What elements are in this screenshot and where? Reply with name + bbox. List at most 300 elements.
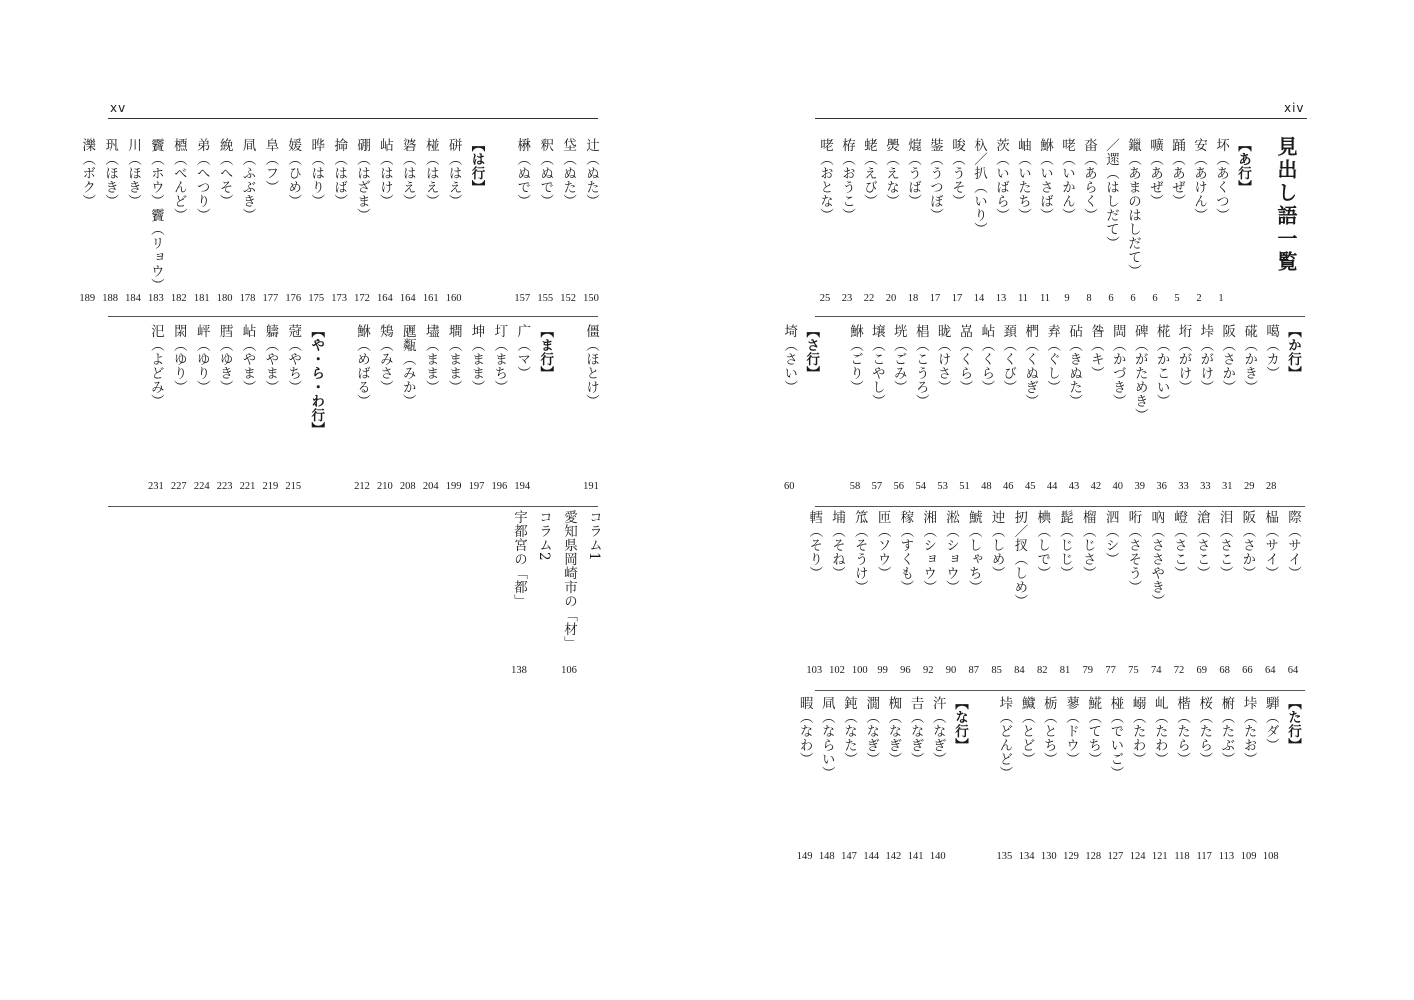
index-entry [1193, 696, 1215, 862]
page-number: 147 [841, 851, 857, 862]
page-number: 182 [170, 293, 187, 304]
entry-word: 騨（ダ） [1262, 696, 1279, 752]
entry-word: 蛯（えび） [861, 138, 877, 208]
page-number: 33 [1178, 481, 1189, 492]
index-entry [1100, 138, 1122, 304]
index-entry [259, 324, 281, 492]
index-entry [145, 138, 167, 304]
entry-word: 鑞（あまのはしだて） [1125, 138, 1141, 278]
index-entry [1100, 510, 1122, 676]
page-number: 69 [1196, 665, 1208, 676]
entry-word: 蓼（ドウ） [1063, 696, 1079, 766]
index-entry [122, 138, 144, 304]
index-entry [511, 138, 533, 304]
index-entry [466, 324, 488, 492]
index-entry [826, 510, 848, 676]
index-entry [1191, 510, 1213, 676]
page-number: 106 [561, 665, 577, 676]
section-heading [466, 138, 488, 194]
index-entry [1210, 138, 1232, 304]
right-folio: xiv [1284, 101, 1305, 115]
entry-word: 唆（うそ） [949, 138, 965, 208]
entry-word: 坤（まま） [468, 324, 485, 394]
index-entry [511, 324, 533, 492]
index-entry [1060, 696, 1082, 862]
index-entry [558, 510, 580, 676]
entry-word: 濼（ボク） [79, 138, 96, 208]
index-entry [1166, 138, 1188, 304]
page-number: 148 [818, 851, 835, 862]
entry-word: 椥（なぎ） [885, 696, 902, 766]
index-entry [924, 138, 946, 304]
entry-word: 椪（でいご） [1107, 696, 1124, 780]
page-number: 183 [148, 293, 164, 304]
page-number: 224 [193, 481, 210, 492]
page-number: 221 [239, 481, 256, 492]
page-number: 127 [1107, 851, 1124, 862]
index-entry [1127, 696, 1149, 862]
entry-word: 墹（まま） [445, 324, 462, 394]
entry-word: コラム2 [536, 510, 552, 562]
index-entry [488, 324, 510, 492]
page-number: 191 [583, 481, 599, 492]
index-entry [397, 324, 419, 492]
index-entry [1008, 510, 1030, 676]
page-number: 161 [422, 293, 439, 304]
page-number: 9 [1064, 293, 1070, 304]
entry-word: 膤（ゆき） [216, 324, 233, 394]
page-number: 45 [1024, 481, 1036, 492]
page-number: 194 [514, 481, 531, 492]
header-rule [815, 118, 1307, 119]
entry-word: 汜（よどみ） [147, 324, 164, 408]
entry-word: 哘（さそう） [1125, 510, 1142, 594]
page-number: 231 [148, 481, 164, 492]
index-entry [849, 510, 871, 676]
entry-word: 杁／扒（いり） [971, 138, 987, 236]
index-entry [1054, 510, 1076, 676]
entry-word: コラム1 [586, 510, 602, 562]
entry-word: 辻（ぬた） [583, 138, 599, 208]
entry-word: 阜（フ） [262, 138, 279, 194]
index-entry [932, 324, 954, 492]
index-entry [1122, 510, 1144, 676]
page-number: 6 [1108, 293, 1114, 304]
index-entry [1034, 138, 1056, 304]
index-entry [282, 138, 304, 304]
entry-word: 垰（たお） [1240, 696, 1257, 766]
page-number: 102 [829, 665, 845, 676]
entry-word: 嶝（さこ） [1171, 510, 1187, 580]
entry-word: 泪（さこ） [1216, 510, 1233, 580]
index-entry [858, 138, 880, 304]
entry-word: 埔（そね） [829, 510, 845, 580]
entry-word: 軇（やま） [262, 324, 279, 394]
page-number: 60 [784, 481, 795, 492]
entry-word: 晔（はり） [308, 138, 325, 208]
index-entry [443, 138, 465, 304]
entry-word: 垳（がけ） [1175, 324, 1192, 394]
page-number: 77 [1105, 665, 1116, 676]
index-entry [99, 138, 121, 304]
entry-word: 笟（そうけ） [851, 510, 868, 594]
index-entry [259, 138, 281, 304]
entry-word: 栃（とち） [1040, 696, 1057, 766]
index-entry [580, 324, 602, 492]
index-band [707, 510, 1414, 696]
entry-word: 絻（へそ） [216, 138, 233, 208]
page-number: 210 [377, 481, 393, 492]
page-number: 82 [1036, 665, 1048, 676]
entry-word: 垈（ぬた） [560, 138, 577, 208]
index-entry [557, 138, 579, 304]
index-entry [1238, 324, 1260, 492]
entry-word: 鮴（めばる） [354, 324, 370, 408]
entry-word: 髭（じじ） [1057, 510, 1073, 580]
index-entry [76, 138, 98, 304]
entry-word: 踊（あぜ） [1169, 138, 1185, 208]
band-divider [108, 316, 598, 317]
entry-word: 閖（ゆり） [170, 324, 187, 394]
index-entry [905, 696, 927, 862]
index-band [0, 324, 707, 510]
section-heading [305, 324, 327, 436]
index-entry [1282, 510, 1304, 676]
page-number: 140 [929, 851, 946, 862]
page-number: 181 [193, 293, 210, 304]
index-entry [1144, 138, 1166, 304]
entry-word: 熴（うば） [905, 138, 921, 208]
index-entry [902, 138, 924, 304]
page-number: 118 [1174, 851, 1190, 862]
entry-word: 川（ほき） [125, 138, 141, 208]
index-entry [508, 510, 530, 676]
entry-word: 咾（いかん） [1059, 138, 1075, 222]
page-number: 197 [468, 481, 485, 492]
index-entry [894, 510, 916, 676]
index-entry [1168, 510, 1190, 676]
index-entry [1019, 324, 1041, 492]
index-entry [282, 324, 304, 492]
page-number: 113 [1218, 851, 1235, 862]
right-page [707, 0, 1414, 1000]
index-entry [583, 510, 605, 561]
index-entry [888, 324, 910, 492]
section-heading [1282, 324, 1304, 380]
page-number: 46 [1003, 481, 1014, 492]
entry-word: 凬（ならい） [818, 696, 835, 780]
entry-word: 弟（へつり） [193, 138, 210, 222]
index-entry [880, 138, 902, 304]
page-number: 149 [796, 851, 813, 862]
index-entry [1038, 696, 1060, 862]
entry-word: 愛知県岡崎市の「材」 [561, 510, 577, 650]
entry-word: 㵎（なぎ） [863, 696, 880, 766]
index-entry [1016, 696, 1038, 862]
entry-word: 岾（はけ） [376, 138, 393, 208]
index-entry [1063, 324, 1085, 492]
page-number: 99 [877, 665, 888, 676]
page-number: 117 [1196, 851, 1212, 862]
index-entry [1078, 138, 1100, 304]
entry-word: 圢（まち） [491, 324, 508, 394]
entry-word: 阪（さか） [1239, 510, 1256, 580]
entry-word: 槱（べんど） [170, 138, 187, 222]
entry-word: 椨（たぶ） [1218, 696, 1235, 766]
index-entry [533, 510, 555, 561]
index-band [707, 324, 1414, 510]
entry-word: ／遝（はしだて） [1103, 138, 1119, 250]
page-number: 129 [1063, 851, 1079, 862]
index-entry [794, 696, 816, 862]
heading-label: 【な行】 [952, 696, 968, 752]
entry-word: 𠮷（なぎ） [907, 696, 924, 766]
entry-word: 昝（キ） [1087, 324, 1104, 380]
heading-label: 【は行】 [468, 138, 485, 194]
page-number: 138 [511, 665, 527, 676]
page-number: 39 [1134, 481, 1145, 492]
page-number: 43 [1068, 481, 1080, 492]
page-number: 223 [216, 481, 233, 492]
entry-word: 迚（しめ） [988, 510, 1005, 580]
page-number: 208 [399, 481, 416, 492]
page-number: 53 [937, 481, 948, 492]
entry-word: 碆（はえ） [399, 138, 416, 208]
index-entry [168, 324, 190, 492]
index-entry [1260, 696, 1282, 862]
page-number: 177 [262, 293, 279, 304]
page-number: 57 [871, 481, 883, 492]
index-entry [986, 510, 1008, 676]
heading-label: 【や・ら・わ行】 [308, 324, 325, 436]
index-entry [580, 138, 602, 304]
entry-word: 硼（はざま） [354, 138, 370, 222]
index-entry [882, 696, 904, 862]
section-heading [800, 324, 822, 380]
entry-word: 硑（はえ） [445, 138, 462, 208]
page-number: 96 [900, 665, 911, 676]
page-number: 25 [819, 293, 831, 304]
index-entry [1085, 324, 1107, 492]
page-number: 58 [849, 481, 861, 492]
entry-word: 泗（シ） [1102, 510, 1119, 566]
page-number: 155 [537, 293, 554, 304]
entry-word: 椣（しで） [1034, 510, 1051, 580]
page-number: 108 [1262, 851, 1279, 862]
index-entry [168, 138, 190, 304]
index-entry [1151, 324, 1173, 492]
index-entry [191, 138, 213, 304]
entry-word: 桜（たら） [1196, 696, 1213, 766]
page-number: 17 [929, 293, 941, 304]
index-entry [814, 138, 836, 304]
entry-word: 𩸽（てち） [1085, 696, 1102, 766]
page-number: 51 [959, 481, 970, 492]
page-number: 121 [1151, 851, 1168, 862]
page-number: 100 [851, 665, 868, 676]
index-entry [1194, 324, 1216, 492]
entry-word: 媛（ひめ） [285, 138, 302, 208]
page-number: 42 [1090, 481, 1102, 492]
entry-word: 閊（かづき） [1109, 324, 1126, 408]
band-divider [108, 506, 598, 507]
section-heading [1282, 696, 1304, 752]
index-entry [803, 510, 825, 676]
entry-word: 阪（さか） [1219, 324, 1236, 394]
index-entry [420, 324, 442, 492]
entry-word: 際（サイ） [1285, 510, 1301, 580]
entry-word: 畓（あらく） [1081, 138, 1097, 222]
page-number: 66 [1242, 665, 1253, 676]
index-entry [214, 324, 236, 492]
index-entry [351, 324, 373, 492]
entry-word: 栫（おうこ） [839, 138, 855, 222]
index-entry [940, 510, 962, 676]
entry-word: 硴（かき） [1241, 324, 1258, 394]
entry-word: 碑（がためき） [1131, 324, 1148, 422]
index-entry [1238, 696, 1260, 862]
index-entry [1149, 696, 1171, 862]
page-number: 48 [981, 481, 992, 492]
page-number: 164 [377, 293, 393, 304]
index-entry [910, 324, 932, 492]
page-number: 44 [1046, 481, 1058, 492]
page-number: 64 [1287, 665, 1299, 676]
index-entry [954, 324, 976, 492]
band-divider [815, 316, 1305, 317]
page-number: 18 [907, 293, 919, 304]
index-entry [328, 138, 350, 304]
index-band [707, 696, 1414, 882]
entry-word: 鮴（ごり） [847, 324, 863, 394]
entry-word: 岾（くら） [978, 324, 995, 394]
heading-label: 【あ行】 [1235, 138, 1251, 194]
column-band [0, 510, 707, 696]
page-number: 31 [1222, 481, 1233, 492]
entry-word: 椪（はえ） [422, 138, 439, 208]
index-entry [993, 696, 1015, 862]
index-entry [351, 138, 373, 304]
entry-word: 銺（うつぼ） [927, 138, 943, 222]
entry-word: 淞（ショウ） [943, 510, 959, 594]
entry-word: 靌（ホウ）靌（リョウ） [147, 138, 164, 292]
entry-word: 鴩（みさ） [376, 324, 393, 394]
entry-word: 砧（きぬた） [1066, 324, 1082, 408]
entry-word: 广（マ） [514, 324, 531, 380]
entry-word: 㺬（ほき） [102, 138, 119, 208]
page-number: 164 [399, 293, 416, 304]
left-folio: xv [110, 101, 127, 115]
index-entry [816, 696, 838, 862]
page-number: 152 [560, 293, 576, 304]
entry-word: 椙（こうろ） [912, 324, 929, 408]
index-entry [237, 138, 259, 304]
index-entry [305, 138, 327, 304]
page-number: 75 [1128, 665, 1139, 676]
page-number: 36 [1156, 481, 1167, 492]
page-number: 128 [1085, 851, 1102, 862]
index-entry [836, 138, 858, 304]
page-number: 72 [1173, 665, 1185, 676]
page-number: 13 [995, 293, 1007, 304]
page-number: 29 [1243, 481, 1255, 492]
page-number: 84 [1014, 665, 1025, 676]
entry-word: 弆（ぐし） [1044, 324, 1061, 394]
index-entry [844, 324, 866, 492]
heading-label: 【ま行】 [537, 324, 554, 380]
index-entry [1104, 696, 1126, 862]
index-entry [1129, 324, 1151, 492]
entry-word: 岫（いたち） [1015, 138, 1031, 222]
page-number: 157 [514, 293, 531, 304]
index-entry [1056, 138, 1078, 304]
index-entry [145, 324, 167, 492]
index-entry [838, 696, 860, 862]
page-number: 68 [1219, 665, 1230, 676]
page-number: 1 [1218, 293, 1224, 304]
index-entry [1145, 510, 1167, 676]
entry-word: 安（あけん） [1191, 138, 1207, 222]
page-number: 144 [863, 851, 880, 862]
page-number: 5 [1174, 293, 1180, 304]
entry-word: 甅甐（みか） [399, 324, 416, 408]
page-number: 173 [331, 293, 347, 304]
index-entry [191, 324, 213, 492]
page-number: 87 [968, 665, 980, 676]
page-number: 172 [354, 293, 370, 304]
page-number: 124 [1129, 851, 1146, 862]
entry-word: 噶（カ） [1263, 324, 1280, 380]
page-number: 196 [491, 481, 508, 492]
index-entry [778, 324, 800, 492]
entry-word: 嚝（あぜ） [1147, 138, 1163, 208]
index-entry [975, 324, 997, 492]
entry-word: 掵（はば） [331, 138, 348, 208]
entry-word: 咾（おとな） [817, 138, 833, 222]
entry-word: 匝（ソウ） [874, 510, 891, 580]
index-entry [872, 510, 894, 676]
page-number: 11 [1017, 293, 1029, 304]
entry-word: 垙（ごみ） [890, 324, 907, 394]
entry-word: 椛（かこい） [1153, 324, 1170, 408]
band-divider [815, 506, 1305, 507]
index-entry [990, 138, 1012, 304]
index-entry [1082, 696, 1104, 862]
index-entry [927, 696, 949, 862]
entry-word: 埼（さい） [781, 324, 798, 394]
index-entry [917, 510, 939, 676]
entry-word: 嵓（くら） [956, 324, 973, 394]
page-number: 103 [806, 665, 823, 676]
entry-word: 楙（ぬで） [514, 138, 531, 208]
page-number: 199 [445, 481, 462, 492]
entry-word: 汻（なぎ） [929, 696, 946, 766]
index-entry [997, 324, 1019, 492]
page-number: 109 [1240, 851, 1257, 862]
entry-word: 滄（さこ） [1193, 510, 1210, 580]
page-number: 92 [922, 665, 934, 676]
page-number: 219 [262, 481, 279, 492]
page-number: 56 [893, 481, 905, 492]
header-rule [108, 118, 598, 119]
page-number: 142 [885, 851, 902, 862]
entry-word: 頚（くび） [1000, 324, 1017, 394]
entry-word: 榀（サイ） [1262, 510, 1279, 580]
index-entry [374, 138, 396, 304]
entry-word: 釈（ぬで） [537, 138, 554, 208]
page-number: 189 [79, 293, 96, 304]
page-number: 188 [102, 293, 118, 304]
